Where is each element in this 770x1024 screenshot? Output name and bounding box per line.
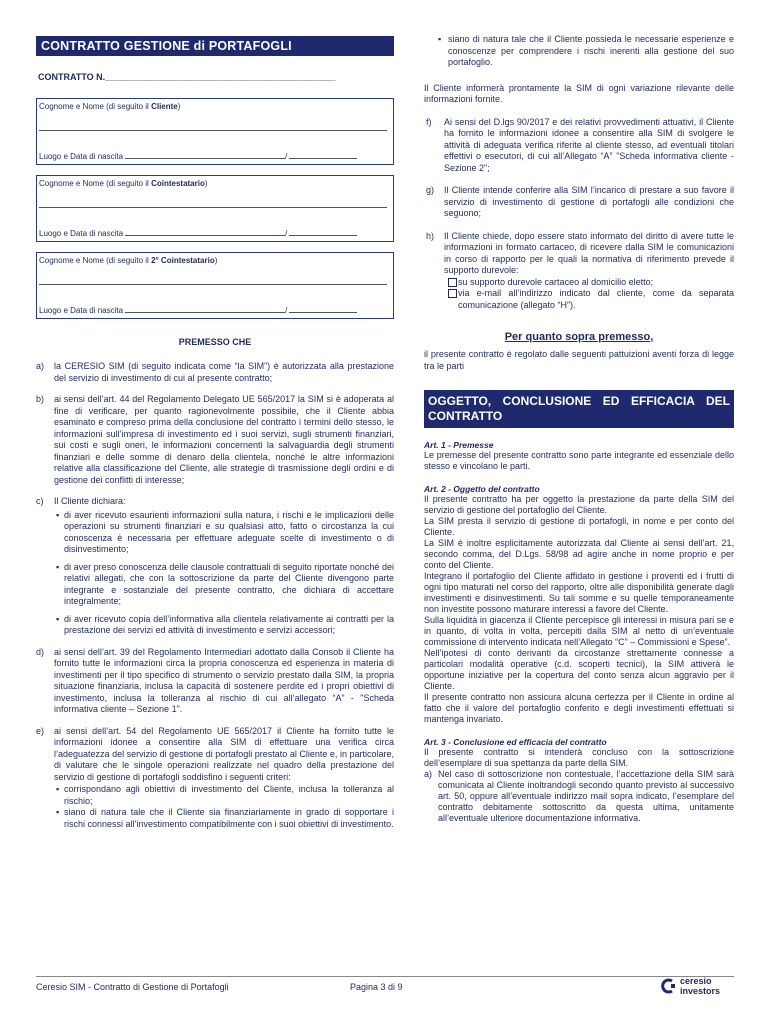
art2-title: Art. 2 - Oggetto del contratto (424, 484, 540, 494)
art2-p6: Nell’ipotesi di conto derivanti da circostanze strettamente connesse a particolari modalità operative (c.d. scoperti tecnici), la SIM attiverà le opportune iniziative per la copertura del conto senza alcun aggravio per il Cliente. (424, 648, 734, 691)
client-box (36, 98, 394, 165)
cointestatario-birth: Luogo e Data di nascita / (39, 229, 389, 238)
clause-a: a) la CERESIO SIM (di seguito indicata come “la SIM”) è autorizzata alla prestazione del servizio di investimento di cui al presente contratto; (36, 361, 394, 383)
client-label: Cognome e Nome (di seguito il Cliente) (39, 102, 181, 111)
clause-b: b) ai sensi dell’art. 44 del Regolamento Delegato UE 565/2017 la SIM si è adoperata al fine di verificare, per quanto ragionevolmente possibile, che il Cliente abbia esaminato e compreso prima della conclusione del contratto i termini dello stesso, le informazioni sull’impresa di investimento ed i suoi servizi, sugli strumenti finanziari, sui costi e sugli oneri, le informazioni concernenti la salvaguardia degli strumenti finanziari e delle somme di denaro della clientela, nonché le altre informazioni relative alla classificazione del Cliente, alle strategie di trasmissione degli ordini e di gestione dei conflitti di interesse; (36, 394, 394, 485)
right-column (424, 34, 734, 824)
cointestatario-box (36, 175, 394, 242)
second-cointestatario-name-line (39, 284, 387, 285)
notice-paragraph: Il Cliente informerà prontamente la SIM di ogni variazione rilevante delle informazioni fornite. (424, 82, 734, 104)
checkbox-icon[interactable] (448, 289, 457, 298)
ceresio-logo: ceresio investors (660, 976, 740, 998)
cointestatario-name-line (39, 207, 387, 208)
art2-p3: La SIM è inoltre esplicitamente autorizzata dal Cliente ai sensi dell’art. 21, secondo comma, del D.Lgs. 58/98 ad agire anche in nome proprio e per conto del Cliente. (424, 538, 734, 570)
art1-title: Art. 1 - Premesse (424, 440, 494, 450)
second-cointestatario-box (36, 252, 394, 319)
clause-d: d) ai sensi dell’art. 39 del Regolamento Intermediari adottato dalla Consob il Cliente ha fornito tutte le informazioni circa la propria conoscenza ed esperienza in materia di investimenti per il tipo specifico di strumento o servizio prestato dalla SIM, la propria situazione finanziaria, inclusa la capacità di sostenere perdite ed i propri obiettivi di investimento, inclusa la tolleranza al rischio di cui all’allegato “A” - "Scheda informativa cliente – Sezione 1". (36, 646, 394, 714)
cointestatario-label: Cognome e Nome (di seguito il Cointestatario) (39, 179, 208, 188)
clause-g: g) Il Cliente intende conferire alla SIM l’incarico di prestare a suo favore il servizio di investimento di gestione di portafogli alle condizioni che seguono; (426, 185, 734, 218)
option-email[interactable]: via e-mail all’indirizzo indicato dal cliente, come da separata comunicazione (allegato “H”). (444, 288, 734, 311)
second-cointestatario-birth: Luogo e Data di nascita / (39, 306, 389, 315)
clause-c-bullet-1: ▪ di aver ricevuto esaurienti informazioni sulla natura, i rischi e le implicazioni delle operazioni su strumenti finanziari e su qualsiasi atto, fatto o circostanza la cui conoscenza è necessaria per effettuare adeguate scelte di investimento o di disinvestimento; (56, 509, 394, 554)
logo-mark-icon (660, 978, 676, 994)
checkbox-icon[interactable] (448, 278, 457, 287)
art2-p7: Il presente contratto non assicura alcuna certezza per il Cliente in ordine al fatto che il valore del portafoglio conferito e degli investimenti effettuati si mantenga invariato. (424, 692, 734, 724)
footer-text: Ceresio SIM - Contratto di Gestione di Portafogli (36, 982, 229, 992)
clause-e: e) ai sensi dell’art. 54 del Regolamento UE 565/2017 il Cliente ha fornito tutte le informazioni idonee a consentire alla SIM di effettuare una verifica circa l’adeguatezza del servizio di gestione di portafogli prestato al Cliente e, in particolare, di valutare che le singole operazioni realizzate nel quadro della prestazione del servizio di gestione di portafogli soddisfino i seguenti criteri: ▪ corrispondano agli obiettivi di investimento del Cliente, inclusa la tolleranza al rischio; ▪ siano di natura tale che il Cliente sia finanziariamente in grado di sopportare i rischi connessi all’investimento compatibilmente con i suoi obiettivi di investimento. (36, 725, 394, 829)
premesso-heading: PREMESSO CHE (178, 337, 252, 347)
clause-c-bullet-3: ▪ di aver ricevuto copia dell’informativa alla clientela relativamente ai contratti per la prestazione dei servizi ed attività di investimento e servizi accessori; (56, 613, 394, 635)
option-paper[interactable]: su supporto durevole cartaceo al domicilio eletto; (444, 277, 734, 289)
art3-p1: Il presente contratto si intenderà concluso con la sottoscrizione dell’esemplare di sua spettanza da parte della SIM. (424, 747, 734, 768)
client-birth: Luogo e Data di nascita / (39, 152, 389, 161)
art2-p5: Sulla liquidità in giacenza il Cliente percepisce gli interessi in misura pari se e in quanto, di volta in volta, percepiti dalla SIM al netto di un’eventuale commissione di intervento indicata nell’Allegato “C” – Commissioni e Spese”. (424, 615, 734, 647)
clause-h: h) Il Cliente chiede, dopo essere stato informato del diritto di avere tutte le informazioni in formato cartaceo, di ricevere dalla SIM le comunicazioni in corso di rapporto per le quali la normativa di riferimento prevede il supporto durevole: su supporto durevole cartaceo al domicilio eletto; via e-mail all’indirizzo indicato dal cliente, come da separata comunicazione (allegato “H”). (426, 230, 734, 310)
art3-item-a: a) Nel caso di sottoscrizione non contestuale, l’accettazione della SIM sarà comunicata al Cliente inoltrandogli secondo quanto previsto al successivo art. 50, oppure all’eventuale indirizzo mail sopra indicato, l’esemplare del contratto debitamente sottoscritto da questa ultima, unitamente all’eventuale ulteriore documentazione informativa. (424, 769, 734, 823)
client-name-line (39, 130, 387, 131)
clause-e-bullet-1: ▪ corrispondano agli obiettivi di investimento del Cliente, inclusa la tolleranza al rischio; (56, 784, 394, 806)
clause-c-bullet-2: ▪ di aver preso conoscenza delle clausole contrattuali di seguito riportate nonché dei relativi allegati, che con la sottoscrizione da parte del Cliente divengono parte integrante e sostanziale del presente contratto, che dichiara di accettare integralmente; (56, 561, 394, 606)
art1-text: Le premesse del presente contratto sono parte integrante ed essenziale dello stesso e vincolano le parti. (424, 450, 734, 471)
art2-p4: Integrano il portafoglio del Cliente affidato in gestione i proventi ed i frutti di ogni tipo maturati nel corso del rapporto, oltre alle disponibilità generate dagli investimenti e disinvestimenti. Su tali somme e su quelle temporaneamente non investite possono maturare interessi a favore del Cliente. (424, 571, 734, 614)
document-title: CONTRATTO GESTIONE di PORTAFOGLI (36, 36, 394, 56)
art2-p2: La SIM presta il servizio di gestione di portafogli, in nome e per conto del Cliente. (424, 516, 734, 537)
art3-title: Art. 3 - Conclusione ed efficacia del contratto (424, 737, 607, 747)
continued-bullet: ▪ siano di natura tale che il Cliente possieda le necessarie esperienze e conoscenze per comprendere i rischi inerenti alla gestione del suo portafoglio. (438, 34, 734, 67)
per-quanto-heading: Per quanto sopra premesso, (504, 331, 654, 343)
footer-rule (36, 976, 734, 977)
clause-f: f) Ai sensi del D.lgs 90/2017 e dei relativi provvedimenti attuativi, il Cliente ha fornito le informazioni idonee a consentire alla SIM di svolgere le attività di adeguata verifica riferite al cliente stesso, ad eventuali titolari effettivi o esecutori, di cui all’Allegato “A” "Scheda informativa cliente - Sezione 2"; (426, 116, 734, 173)
art2-p1: Il presente contratto ha per oggetto la prestazione da parte della SIM del servizio di gestione del portafoglio del Cliente. (424, 494, 734, 515)
clause-c: c) Il Cliente dichiara: ▪ di aver ricevuto esaurienti informazioni sulla natura, i rischi e le implicazioni delle operazioni su strumenti finanziari e su qualsiasi atto, fatto o circostanza la cui conoscenza è necessaria per effettuare adeguate scelte di investimento o di disinvestimento; ▪ di aver preso conoscenza delle clausole contrattuali di seguito riportate nonché dei relativi allegati, che con la sottoscrizione da parte del Cliente divengono parte integrante e sostanziale del presente contratto, che dichiara di accettare integralmente; ▪ di aver ricevuto copia dell’informativa alla clientela relativamente ai contratti per la prestazione dei servizi ed attività di investimento e servizi accessori; (36, 496, 394, 635)
contract-number-field: CONTRATTO N.______________________________________________ (38, 72, 336, 82)
second-cointestatario-label: Cognome e Nome (di seguito il 2° Cointestatario) (39, 256, 218, 265)
page-number: Pagina 3 di 9 (350, 982, 403, 992)
regolato-paragraph: il presente contratto è regolato dalle seguenti pattuizioni aventi forza di legge tra le parti (424, 349, 734, 371)
clause-e-bullet-2: ▪ siano di natura tale che il Cliente sia finanziariamente in grado di sopportare i rischi connessi all’investimento compatibilmente con i suoi obiettivi di investimento. (56, 807, 394, 829)
section-title: OGGETTO, CONCLUSIONE ED EFFICACIA DEL CONTRATTO (424, 390, 734, 428)
left-column (36, 36, 394, 830)
